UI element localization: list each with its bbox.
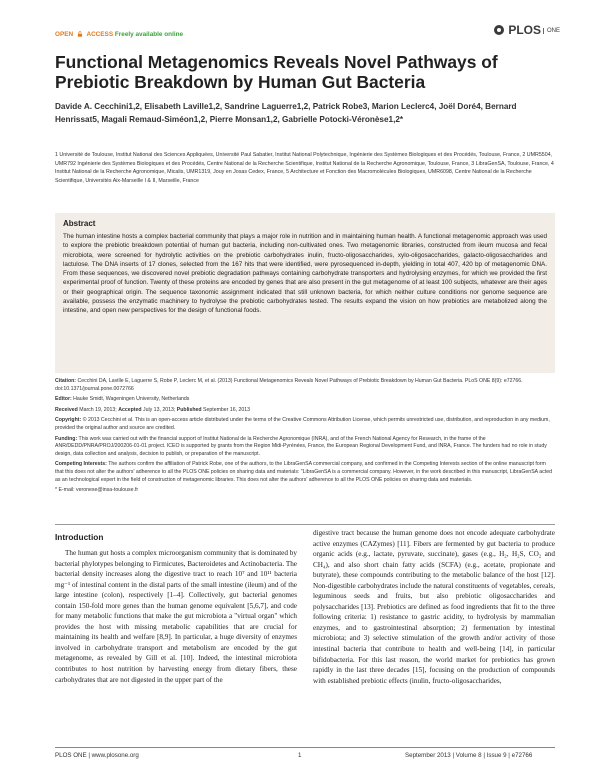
competing-label: Competing Interests: (55, 461, 107, 468)
received-date: March 19, 2013; (79, 406, 117, 413)
published-label: Published (176, 406, 202, 413)
paper-title: Functional Metagenomics Reveals Novel Pathways of Prebiotic Breakdown by Human Gut Bacteria (55, 52, 498, 92)
abstract-text: The human intestine hosts a complex bacterial community that plays a major role in nutrition and in maintaining human health. A functional metagenomic approach was used to explore the prebiotic breakdown potential of human gut bacteria, including non-cultivated ones. Two metagenomic libraries, constructed from ileum mucosa and fecal microbiota, were screened for hydrolytic activities on the prebiotic carbohydrates inulin, fructo-oligosaccharides, xylo-oligosaccharides, galacto-oligosaccharides and lactulose. The DNA inserts of 17 clones, selected from the 167 hits that were identified, were pyrosequenced in-depth, yielding in total 407, 420 bp of metagenomic DNA. From these sequences, we discovered novel prebiotic degradation pathways containing carbohydrate transporters and hydrolysing enzymes, for which we provided the first experimental proof of function. Twenty of these proteins are encoded by genes that are also present in the gut metagenome of at least 100 subjects, whatever are their ages or their geographical origin. The sequence taxonomic assignment indicated that still unknown bacteria, for which neither culture conditions nor genome sequence are available, possess the enzymatic machinery to hydrolyse the prebiotic carbohydrates tested. The results expand the vision on how prebiotics are metabolized along the intestine, and open new perspectives for the design of functional foods. (63, 233, 547, 315)
intro-paragraph-1: The human gut hosts a complex microorganism community that is dominated by bacterial phylotypes belonging to Firmicutes, Bacteroidetes and Actinobacteria. The bacterial density increases along the digestive tract to reach 10⁷ and 10¹¹ bacteria mg⁻¹ of intestinal content in the distal parts of the small intestine (ileum) and of the large intestine (colon), respectively [1–4]. Collectively, gut bacterial genomes contain 150-fold more genes than the human genome equivalent [5,6,7], and code for many metabolic functions that make the gut microbiota a "virtual organ" which provides the host with missing metabolic capabilities that are crucial for maintaining its health and welfare [8,9]. In particular, a huge diversity of enzymes involved in carbohydrate transport and metabolism are encoded by the gut metagenome, as revealed by Gill et al. [10]. Indeed, the intestinal microbiota contributes to host nutrition by harvesting energy from dietary fibers, these carbohydrates that are not digested in the upper part of the (55, 549, 297, 684)
accepted-date: July 13, 2013; (143, 406, 176, 413)
footer-issue: September 2013 | Volume 8 | Issue 9 | e72766 (405, 752, 533, 759)
citation-label: Citation: (55, 378, 77, 384)
access-label: ACCESS (86, 31, 114, 38)
intro-paragraph-2: digestive tract because the human genome does not encode adequate carbohydrate active enzymes (CAZymes) [11]. Fibers are fermented by gut bacteria to produce organic acids (e.g., lactate, pyruvate, succinate), gases (e.g., H₂, H₂S, CO₂ and CH₄), and also short chain fatty acids (SCFA) (e.g., acetate, propionate and butyrate), these compounds contributing to the metabolic balance of the host [12]. Non-digestible carbohydrates include the natural constituents of vegetables, cereals, leguminous seeds and fruits, but also prebiotic oligosaccharides and polysaccharides [13]. Prebiotics are defined as food ingredients that fit to the three following criteria: 1) resistance to gastric acidity, to hydrolysis by mammalian enzymes, and to gastrointestinal absorption; 2) fermentation by intestinal microbiota; and 3) selective stimulation of the growth and/or activity of those intestinal bacteria that contribute to health and well-being [14], in particular bifidobacteria. For this last reason, the world market for prebiotics has grown rapidly in the last three decades [15], focusing on the production of compounds with established prebiotic effects (inulin, fructo-oligosaccharides, (313, 529, 555, 685)
article-metadata (55, 378, 555, 498)
open-label: OPEN (55, 31, 74, 38)
logo-plos-text: PLOS (508, 23, 542, 37)
body-column-right (313, 528, 555, 686)
open-lock-icon (77, 31, 83, 37)
copyright-line (55, 417, 555, 432)
footer-journal: PLOS ONE | www.plosone.org (55, 752, 139, 759)
received-label: Received (55, 406, 78, 413)
abstract-heading: Abstract (63, 219, 96, 228)
footer-rule (55, 747, 555, 748)
funding-label: Funding: (55, 435, 78, 442)
affiliations: 1 Université de Toulouse, Institut National des Sciences Appliquées, Université Paul Sabatier, Institut National Polytechnique, Ingénierie des Systèmes Biologiques et des Procédés, Toulouse, France, 2 UMR5504, UMR792 Ingénierie des Systèmes Biologiques et des Procédés, Centre National de la Recherche Scientifique, Institut National de la Recherche Agronomique, Toulouse, France, 3 LibraGenSA, Toulouse, France, 4 Institut National de la Recherche Agronomique, Micalis, UMR1319, Jouy en Josas Cedex, France, 5 Architecture et Fonction des Macromolécules Biologiques, UMR6098, Centre National de la Recherche Scientifique, Universités Aix-Marseille I & II, Marseille, France (55, 152, 554, 185)
accepted-label: Accepted (118, 406, 142, 413)
email-line: * E-mail: veronese@insa-toulouse.fr (55, 487, 139, 494)
copyright-label: Copyright: (55, 417, 82, 424)
plos-one-logo (493, 23, 560, 37)
open-access-banner (55, 31, 183, 38)
citation-text: Cecchini DA, Laville E, Laguerre S, Robe P, Leclerc M, et al. (2013) Functional Metagenomics Reveals Novel Pathways of Prebiotic Breakdown by Human Gut Bacteria. PLoS ONE 8(9): e72766. doi:10.1371/journal.pone.0072766 (55, 378, 523, 392)
logo-one-text: ONE (543, 28, 560, 34)
funding-line (55, 436, 555, 459)
copyright-text: © 2013 Cecchini et al. This is an open-access article distributed under the terms of the Creative Commons Attribution License, which permits unrestricted use, distribution, and reproduction in any medium, provided the original author and source are credited. (55, 417, 550, 431)
plos-logo-icon (493, 24, 505, 36)
citation-line (55, 378, 555, 393)
competing-text: The authors confirm the affiliation of Patrick Robe, one of the authors, to the LibraGenSA commercial company, and confirmed in the Competing Interests section of the online manuscript form that this does not alter the authors' adherence to all the PLOS ONE policies on sharing data and materials: "LibraGenSA is a commercial company. However, in the work described in this manuscript, LibraGenSA acted as an technological expert in the field of construction of metagenomic libraries. This does not alter the authors' adherence to all the PLOS ONE policies on sharing data and materials. (55, 461, 552, 483)
body-column-left (55, 548, 297, 685)
page-number: 1 (298, 752, 302, 759)
introduction-heading: Introduction (55, 532, 104, 542)
competing-interests-line (55, 461, 555, 484)
published-date: September 16, 2013 (203, 406, 251, 413)
funding-text: This work was carried out with the financial support of Institut National de la Recherche Agronomique (INRA), and of the French National Agency for Research, in the frame of the ANR/DEDD/PNRA/PROJ/200206-01-01 project. ICEO is supported by grants from the Region Midi-Pyrénées, France, the European Regional Development Fund, and INRA, France. The funders had no role in study design, data collection and analysis, decision to publish, or preparation of the manuscript. (55, 435, 547, 457)
author-list: Davide A. Cecchini1,2, Elisabeth Laville1,2, Sandrine Laguerre1,2, Patrick Robe3, Marion Leclerc4, Joël Doré4, Bernard Henrissat5, Magali Remaud-Siméon1,2, Pierre Monsan1,2, Gabrielle Potocki-Véronèse1,2* (55, 102, 517, 124)
editor-text: Hauke Smidt, Wageningen University, Netherlands (73, 396, 190, 403)
divider (55, 524, 555, 525)
abstract-box (55, 213, 555, 373)
freely-available-label: Freely available online (114, 31, 184, 38)
editor-line (55, 396, 555, 404)
editor-label: Editor: (55, 396, 72, 403)
dates-line (55, 407, 555, 415)
